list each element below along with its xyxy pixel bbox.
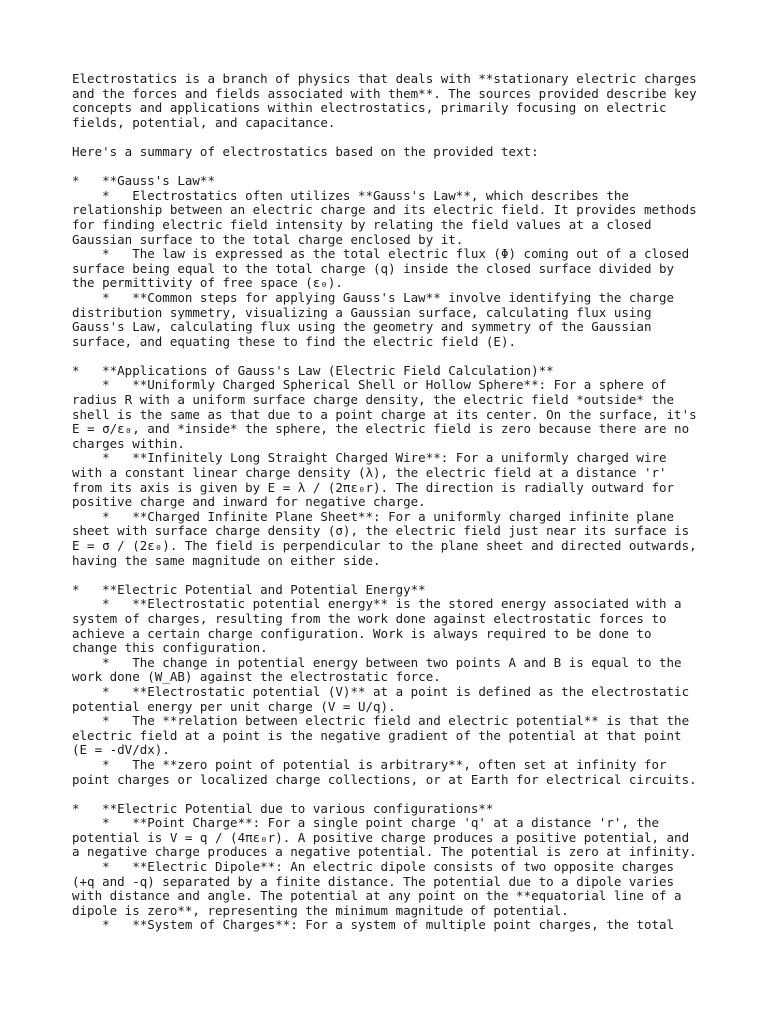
text-line: * The change in potential energy between two points A and B is equal to the: [72, 654, 682, 670]
text-line: Gaussian surface to the total charge enclosed by it.: [72, 231, 464, 247]
blank-line: [72, 349, 712, 364]
text-line: dipole is zero**, representing the minimum magnitude of potential.: [72, 902, 569, 918]
text-line: (+q and -q) separated by a finite distance. The potential due to a dipole varies: [72, 873, 675, 889]
text-line: and the forces and fields associated with them**. The sources provided describe key: [72, 85, 697, 101]
text-line: * **System of Charges**: For a system of multiple point charges, the total: [72, 917, 675, 933]
blank-line: [72, 787, 712, 802]
text-line: achieve a certain charge configuration. Work is always required to be done to: [72, 625, 652, 641]
text-line: potential is V = q / (4πε₀r). A positive charge produces a positive potential, and: [72, 829, 690, 845]
text-line: charges within.: [72, 435, 185, 451]
text-line: for finding electric field intensity by relating the field values at a closed: [72, 216, 652, 232]
text-line: with a constant linear charge density (λ), the electric field at a distance 'r': [72, 465, 667, 481]
text-line: the permittivity of free space (ε₀).: [72, 275, 343, 291]
text-line: Gauss's Law, calculating flux using the geometry and symmetry of the Gaussian: [72, 319, 652, 335]
text-line: * **Infinitely Long Straight Charged Wire**: For a uniformly charged wire: [72, 450, 667, 466]
text-line: E = σ/ε₀, and *inside* the sphere, the electric field is zero because there are no: [72, 421, 690, 437]
text-line: fields, potential, and capacitance.: [72, 114, 336, 130]
text-line: * **Electrostatic potential energy** is the stored energy associated with a: [72, 596, 682, 612]
text-line: concepts and applications within electrostatics, primarily focusing on electric: [72, 100, 667, 116]
text-line: * **Uniformly Charged Spherical Shell or Hollow Sphere**: For a sphere of: [72, 377, 667, 393]
text-line: shell is the same as that due to a point charge at its center. On the surface, it's: [72, 406, 697, 422]
text-line: positive charge and inward for negative charge.: [72, 494, 426, 510]
text-line: * **Charged Infinite Plane Sheet**: For a uniformly charged infinite plane: [72, 508, 675, 524]
blank-line: [72, 130, 712, 145]
text-line: with distance and angle. The potential at any point on the **equatorial line of a: [72, 888, 682, 904]
text-line: relationship between an electric charge and its electric field. It provides methods: [72, 202, 697, 218]
text-line: from its axis is given by E = λ / (2πε₀r). The direction is radially outward for: [72, 479, 675, 495]
text-line: sheet with surface charge density (σ), the electric field just near its surface is: [72, 523, 690, 539]
text-line: * The **zero point of potential is arbitrary**, often set at infinity for: [72, 756, 667, 772]
text-line: * **Point Charge**: For a single point charge 'q' at a distance 'r', the: [72, 815, 659, 831]
blank-line: [72, 160, 712, 175]
text-line: a negative charge produces a negative potential. The potential is zero at infinity.: [72, 844, 697, 860]
text-line: system of charges, resulting from the work done against electrostatic forces to: [72, 610, 667, 626]
text-line: change this configuration.: [72, 640, 268, 656]
text-line: E = σ / (2ε₀). The field is perpendicular to the plane sheet and directed outwards,: [72, 538, 697, 553]
text-line: electric field at a point is the negative gradient of the potential at that point: [72, 727, 682, 743]
text-line: work done (W_AB) against the electrostatic force.: [72, 669, 441, 685]
text-line: * **Gauss's Law**: [72, 173, 215, 189]
text-line: * **Electric Dipole**: An electric dipole consists of two opposite charges: [72, 859, 675, 875]
text-line: * **Electric Potential due to various configurations**: [72, 800, 494, 816]
document-body: [72, 72, 712, 933]
text-line: surface being equal to the total charge (q) inside the closed surface divided by: [72, 260, 675, 276]
text-line: * Electrostatics often utilizes **Gauss's Law**, which describes the: [72, 187, 629, 203]
text-line: * **Electric Potential and Potential Energy**: [72, 581, 426, 597]
text-line: * **Common steps for applying Gauss's Law** involve identifying the charge: [72, 289, 675, 305]
text-line: potential energy per unit charge (V = U/q).: [72, 698, 396, 714]
text-line: * **Applications of Gauss's Law (Electric Field Calculation)**: [72, 362, 554, 378]
text-line: radius R with a uniform surface charge density, the electric field *outside* the: [72, 392, 675, 408]
text-line: * The **relation between electric field and electric potential** is that the: [72, 713, 690, 729]
text-line: Here's a summary of electrostatics based on the provided text:: [72, 143, 539, 159]
text-line: Electrostatics is a branch of physics that deals with **stationary electric charges: [72, 71, 697, 86]
text-line: * The law is expressed as the total electric flux (Φ) coming out of a closed: [72, 246, 690, 262]
text-line: having the same magnitude on either side.: [72, 552, 381, 568]
text-line: point charges or localized charge collections, or at Earth for electrical circuits.: [72, 771, 697, 787]
text-line: surface, and equating these to find the electric field (E).: [72, 333, 517, 349]
text-line: distribution symmetry, visualizing a Gaussian surface, calculating flux using: [72, 304, 652, 320]
text-line: * **Electrostatic potential (V)** at a point is defined as the electrostatic: [72, 683, 690, 699]
blank-line: [72, 568, 712, 583]
text-line: (E = -dV/dx).: [72, 742, 170, 758]
